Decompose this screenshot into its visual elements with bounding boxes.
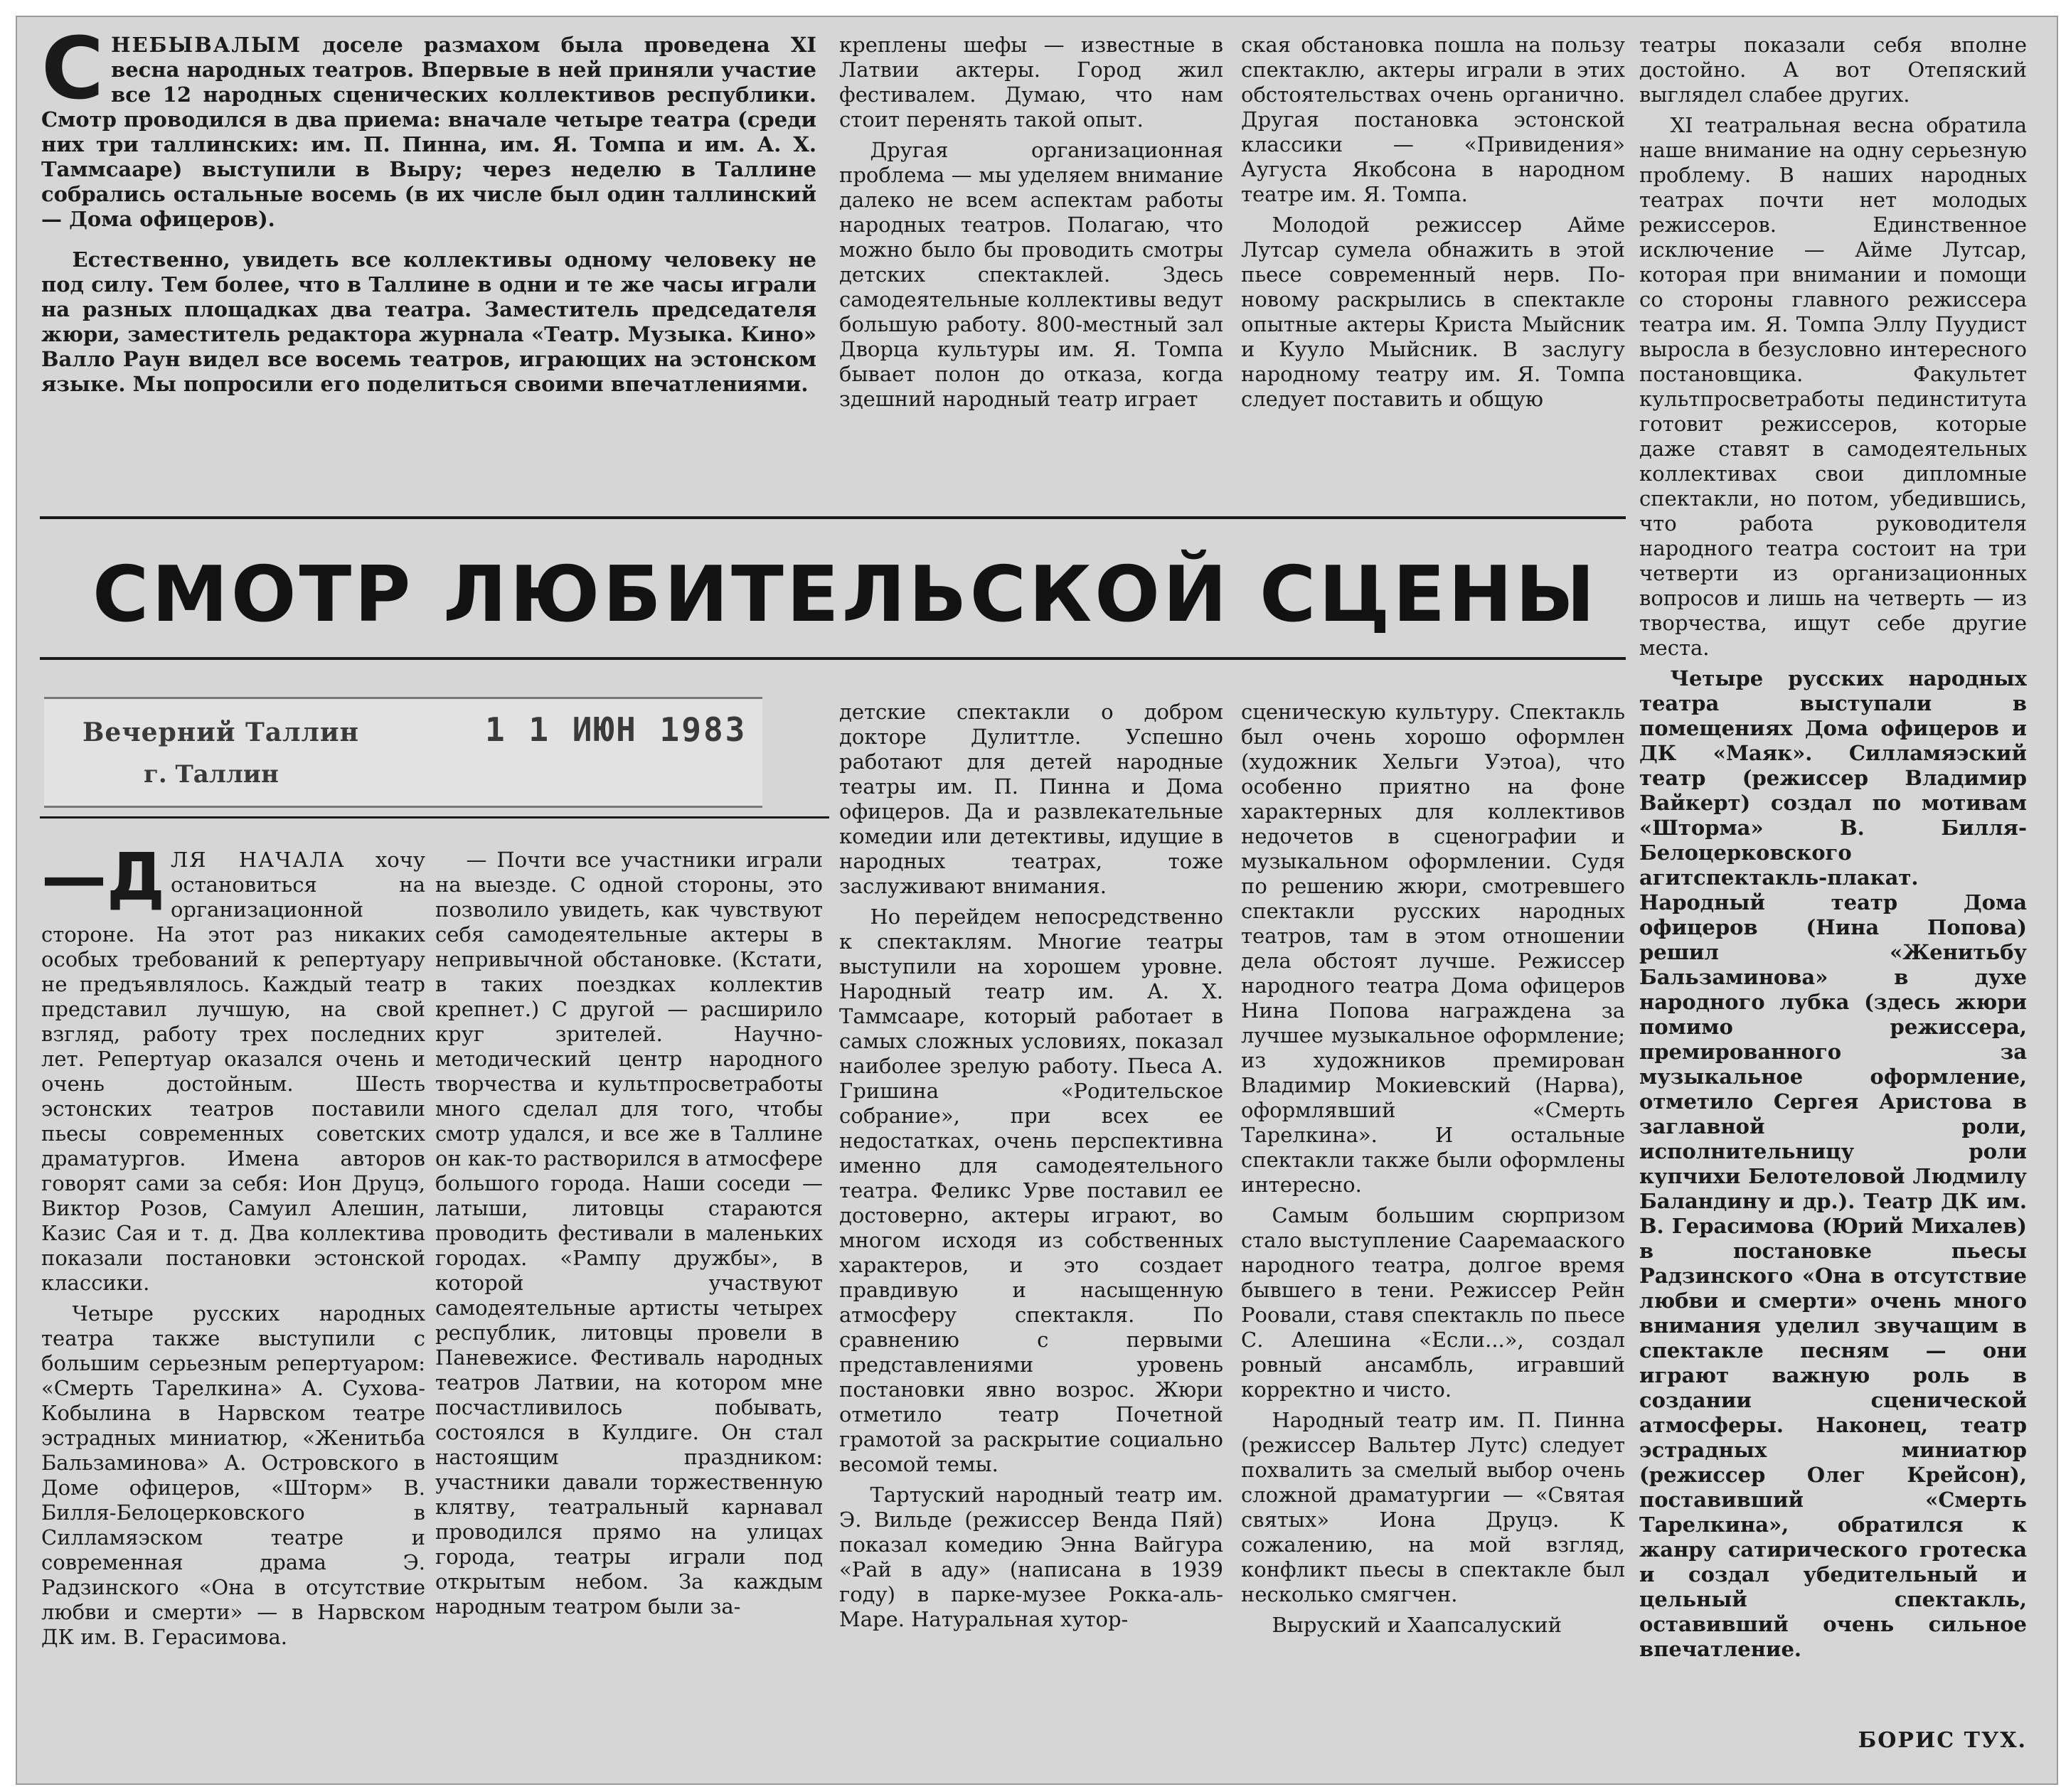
- top-column-3: [839, 33, 1223, 495]
- top-column-3-paragraph-1: креплены шефы — известные в Латвии актеры. Город жил фестивалем. Думаю, что нам стоит перенять такой опыт.: [839, 33, 1223, 132]
- lower-column-3-paragraph-2: Но перейдем непосредственно к спектаклям. Многие театры выступили на хорошем уровне. Народный театр им. А. Х. Таммсааре, который работает в самых сложных условиях, показал наиболее зрелую работу. Пьеса А. Гришина «Родительское собрание», при всех ее недостатках, очень перспективна именно для самодеятельного театра. Феликс Урве поставил ее достоверно, актеры играют, во многом исходя из собственных характеров, и это создает правдивую и насыщенную атмосферу спектакля. По сравнению с первыми представлениями уровень постановки явно возрос. Жюри отметило театр Почетной грамотой за раскрытие социально весомой темы.: [839, 905, 1223, 1476]
- top-column-4-paragraph-2: Молодой режиссер Айме Лутсар сумела обнажить в этой пьесе современный нерв. По-новому раскрылись в спектакле опытные актеры Криста Мыйсник и Кууло Мыйсник. В заслугу народному театру им. Я. Томпа следует поставить и общую: [1241, 213, 1625, 411]
- right-column: [1639, 33, 2027, 1722]
- stamp-date: 1 1 ИЮН 1983: [485, 710, 747, 749]
- top-column-4-paragraph-1: ская обстановка пошла на пользу спектаклю, актеры играли в этих обстоятельствах очень органично. Другая постановка эстонской классики — «Привидения» Аугуста Якобсона в народном театре им. Я. Томпа.: [1241, 33, 1625, 206]
- stamp-newspaper-name: Вечерний Таллин: [82, 718, 359, 747]
- headline: СМОТР ЛЮБИТЕЛЬСКОЙ СЦЕНЫ: [92, 550, 1598, 639]
- lower-column-3-paragraph-1: детские спектакли о добром докторе Дулиттле. Успешно работают для детей народные театры им. П. Пинна и Дома офицеров. Да и развлекательные комедии или детективы, идущие в народных театрах, тоже заслуживают внимания.: [839, 700, 1223, 898]
- lower-column-2-paragraph-1: — Почти все участники играли на выезде. С одной стороны, это позволило увидеть, как чувствуют себя самодеятельные актеры в непривычной обстановке. (Кстати, в таких поездках коллектив крепнет.) С другой — расширило круг зрителей. Научно-методический центр народного творчества и культпросветработы много сделал для того, чтобы смотр удался, и все же в Таллине он как-то растворился в атмосфере большого города. Наши соседи — латыши, литовцы стараются проводить фестивали в маленьких городах. «Рампу дружбы», в которой участвуют самодеятельные артисты четырех республик, литовцы провели в Паневежисе. Фестиваль народных театров Латвии, на котором мне посчастливилось побывать, состоялся в Кулдиге. Он стал настоящим праздником: участники давали торжественную клятву, театральный карнавал проводился прямо на улицах города, театры играли под открытым небом. За каждым народным театром были за-: [435, 848, 823, 1618]
- lower-column-2: [435, 848, 823, 1765]
- lower-column-4-paragraph-3: Народный театр им. П. Пинна (режиссер Вальтер Лутс) следует похвалить за смелый выбор очень сложной драматургии — «Святая святых» Иона Друцэ. К сожалению, на мой взгляд, конфликт пьесы в спектакле был несколько смягчен.: [1241, 1408, 1625, 1606]
- clipping-stamp: [44, 697, 762, 808]
- right-column-paragraph-3: Четыре русских народных театра выступали в помещениях Дома офицеров и ДК «Маяк». Силламяэский театр (режиссер Владимир Вайкерт) создал по мотивам «Шторма» В. Билля-Белоцерковского агитспектакль-плакат. Народный театр Дома офицеров (Нина Попова) решил «Женитьбу Бальзаминова» в духе народного лубка (здесь жюри помимо режиссера, премированного за музыкальное оформление, отметило Сергея Аристова в заглавной роли, исполнительницу роли купчихи Белотеловой Людмилу Баландину и др.). Театр ДК им. В. Герасимова (Юрий Михалев) в постановке пьесы Радзинского «Она в отсутствие любви и смерти» очень много внимания уделил звучащим в спектакле песням — они играют важную роль в создании сценической атмосферы. Наконец, театр эстрадных миниатюр (режиссер Олег Крейсон), поставивший «Смерть Тарелкина», обратился к жанру сатирического гротеска и создал убедительный и цельный спектакль, оставивший очень сильное впечатление.: [1639, 666, 2027, 1661]
- lower-column-1-paragraph-1: [41, 848, 425, 1296]
- drop-cap: С: [41, 33, 105, 119]
- intro-text-1: доселе размахом была проведена XI весна народных театров. Впервые в ней приняли участие все 12 народных сценических коллективов республики. Смотр проводился в два приема: вначале четыре театра (среди них три таллинских: им. П. Пинна, им. Я. Томпа и им. А. Х. Таммсааре) выступили в Выру; через неделю в Таллине собрались остальные восемь (в их числе был один таллинский — Дома офицеров).: [41, 33, 816, 231]
- lower-column-1-paragraph-2-text: Четыре русских народных театра также выступили с большим серьезным репертуаром: «Смерть Тарелкина» А. Сухова-Кобылина в Нарвском театре эстрадных миниатюр, «Женитьба Бальзаминова» А. Островского в Доме офицеров, «Шторм» В. Билля-Белоцерковского в Силламяэском театре и современная драма Э. Радзинского «Она в отсутствие любви и смерти» — в Нарвском ДК им. В. Герасимова.: [41, 1301, 425, 1649]
- top-column-3-paragraph-2: Другая организационная проблема — мы уделяем внимание далеко не всем аспектам работы народных театров. Полагаю, что можно было бы проводить смотры детских спектаклей. Здесь самодеятельные коллективы ведут большую работу. 800-местный зал Дворца культуры им. Я. Томпа бывает полон до отказа, когда здешний народный театр играет: [839, 138, 1223, 411]
- intro-block: [41, 33, 816, 452]
- intro-paragraph-2: Естественно, увидеть все коллективы одному человеку не под силу. Тем более, что в Таллине в одни и те же часы играли на разных площадках два театра. Заместитель председателя жюри, заместитель редактора журнала «Театр. Музыка. Кино» Валло Раун видел все восемь театров, играющих на эстонском языке. Мы попросили его поделиться своими впечатлениями.: [41, 247, 816, 396]
- lead-dash-initial: —Д: [41, 848, 165, 915]
- headline-top-rule: [40, 516, 1626, 519]
- lower-column-4-paragraph-2: Самым большим сюрпризом стало выступление Сааремааского народного театра, долгое время бывшего в тени. Режиссер Рейн Роовали, ставя спектакль по пьесе С. Алешина «Если...», создал ровный ансамбль, игравший корректно и чисто.: [1241, 1203, 1625, 1402]
- stamp-city: г. Таллин: [144, 760, 279, 789]
- lower-column-4-paragraph-1: сценическую культуру. Спектакль был очень хорошо оформлен (художник Хельги Уэтоа), что особенно приятно на фоне характерных для коллективов недочетов в сценографии и музыкальном оформлении. Судя по решению жюри, смотревшего спектакли русских народных театров, там в этом отношении дела обстоят лучше. Режиссер народного театра Дома офицеров Нина Попова награждена за лучшее музыкальное оформление; из художников премирован Владимир Мокиевский (Нарва), оформлявший «Смерть Тарелкина». И остальные спектакли также были оформлены интересно.: [1241, 700, 1625, 1197]
- top-column-4: [1241, 33, 1625, 495]
- lower-column-1-text: хочу остановиться на организационной стороне. На этот раз никаких особых требований к репертуару не предъявлялось. Каждый театр представил лучшую, на свой взгляд, работу трех последних лет. Репертуар оказался очень и очень достойным. Шесть эстонских театров поставили пьесы современных советских драматургов. Имена авторов говорят сами за себя: Ион Друцэ, Виктор Розов, Самуил Алешин, Казис Сая и т. д. Два коллектива показали постановки эстонской классики.: [41, 848, 425, 1295]
- lower-column-1-paragraph-2: [41, 1301, 425, 1650]
- right-column-paragraph-2: XI театральная весна обратила наше внимание на одну серьезную проблему. В наших народных театрах почти нет молодых режиссеров. Единственное исключение — Айме Лутсар, которая при внимании и помощи со стороны главного режиссера театра им. Я. Томпа Эллу Пуудист выросла в безусловно интересного постановщика. Факультет культпросветработы пединститута готовит режиссеров, которые даже ставят в самодеятельных коллективах свои дипломные спектакли, но потом, убедившись, что работа руководителя народного театра состоит на три четверти из организационных вопросов и лишь на четверть — из творчества, ищут себе другие места.: [1639, 113, 2027, 660]
- intro-paragraph-1: [41, 33, 816, 232]
- lower-column-3-paragraph-3: Тартуский народный театр им. Э. Вильде (режиссер Венда Пяй) показал комедию Энна Вайгура «Рай в аду» (написана в 1939 году) в парке-музее Рокка-аль-Маре. Натуральная хутор-: [839, 1483, 1223, 1631]
- right-column-paragraph-1: театры показали себя вполне достойно. А вот Отепяский выглядел слабее других.: [1639, 33, 2027, 107]
- intro-lead-word: НЕБЫВАЛЫМ: [111, 33, 302, 57]
- lead-caps: ЛЯ НАЧАЛА: [170, 848, 346, 872]
- lower-column-4-paragraph-4: Выруский и Хаапсалуский: [1272, 1613, 1562, 1637]
- lower-column-1: [41, 848, 425, 1765]
- author-signature: БОРИС ТУХ.: [1858, 1728, 2027, 1753]
- lower-column-3: [839, 700, 1223, 1765]
- stamp-underline-rule: [40, 816, 829, 818]
- headline-bottom-rule: [40, 657, 1626, 660]
- lower-column-4: [1241, 700, 1625, 1765]
